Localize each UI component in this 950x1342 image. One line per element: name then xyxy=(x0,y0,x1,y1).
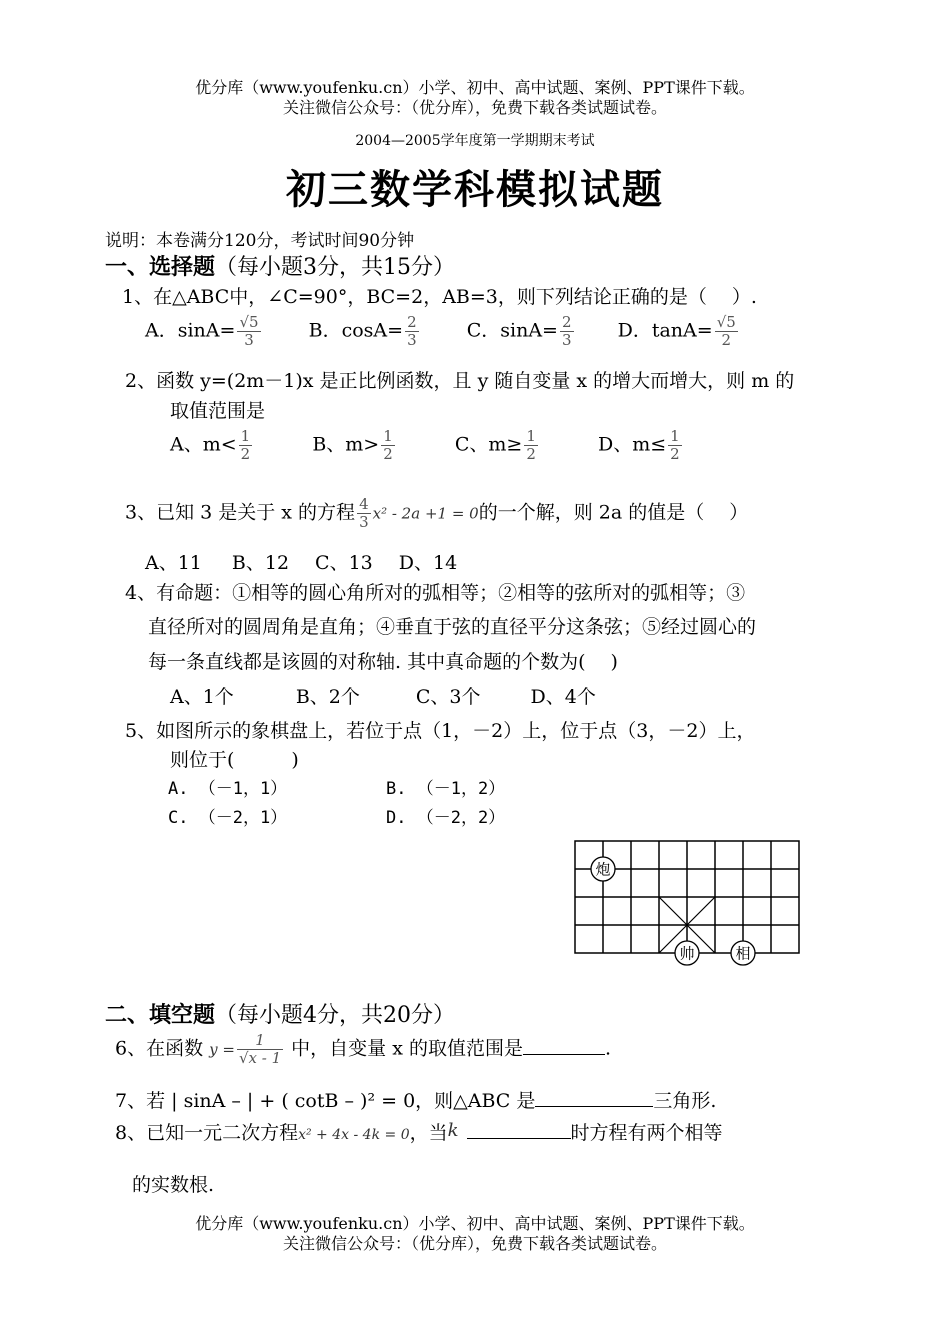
section-2-scoring: （每小题4分，共20分） xyxy=(215,1003,456,1028)
q4-option-b: B、2个 xyxy=(295,686,360,708)
q8-answer-blank[interactable] xyxy=(467,1120,571,1139)
q1-stem: 1、在△ABC中，∠C=90°，BC=2，AB=3，则下列结论正确的是（ ）. xyxy=(122,286,757,308)
q4-line-3: 每一条直线都是该圆的对称轴. 其中真命题的个数为( ) xyxy=(148,651,618,673)
q1-d-fraction: $\frac{√5}{2}$ xyxy=(716,313,736,349)
q5-option-c: C. （－2，1） xyxy=(168,808,288,828)
svg-text:相: 相 xyxy=(735,944,751,963)
section-2-heading xyxy=(105,998,455,1029)
q3-stem-text: 3、已知 3 是关于 x 的方程 xyxy=(125,501,356,524)
q3-eq-fraction: $\frac{4}{3}$ xyxy=(359,495,369,531)
q7-answer-blank[interactable] xyxy=(535,1088,653,1107)
q6-stem xyxy=(115,1032,611,1067)
header-line-2: 关注微信公众号：（优分库），免费下载各类试题试卷。 xyxy=(282,98,667,117)
chess-piece-shuai xyxy=(675,941,699,965)
section-1-title: 一、选择题 xyxy=(105,255,216,280)
q2-d-fraction: $\frac{1}{2}$ xyxy=(670,427,680,463)
q8-k: k xyxy=(447,1120,459,1141)
exam-note: 说明：本卷满分120分，考试时间90分钟 xyxy=(105,231,415,251)
q3-option-d: D、14 xyxy=(398,552,458,574)
chess-piece-pao xyxy=(591,857,615,881)
q5-line-2: 则位于( ) xyxy=(170,749,299,771)
q2-stem: 2、函数 y=(2m－1)x 是正比例函数，且 y 随自变量 x 的增大而增大，则 m 的 xyxy=(125,370,795,392)
q4-line-2: 直径所对的圆周角是直角；④垂直于弦的直径平分这条弦；⑤经过圆心的 xyxy=(148,616,757,638)
q4-line-1: 4、有命题：①相等的圆心角所对的弧相等；②相等的弦所对的弧相等；③ xyxy=(125,582,746,604)
q7-stem xyxy=(115,1086,716,1113)
q4-option-d: D、4个 xyxy=(530,686,596,708)
q3-stem-end: 的一个解，则 2a 的值是（ ） xyxy=(478,501,749,524)
q1-options xyxy=(145,314,740,349)
section-1-heading xyxy=(105,250,455,281)
q8-line-2: 的实数根. xyxy=(132,1174,215,1196)
footer-line-1: 优分库（www.youfenku.cn）小学、初中、高中试题、案例、PPT课件下载。 xyxy=(195,1214,755,1233)
q1-c-fraction: $\frac{2}{3}$ xyxy=(561,313,572,349)
section-2-title: 二、填空题 xyxy=(105,1003,216,1028)
q3-stem xyxy=(125,496,748,531)
q3-option-b: B、12 xyxy=(231,552,290,574)
header-line-1: 优分库（www.youfenku.cn）小学、初中、高中试题、案例、PPT课件下载。 xyxy=(195,78,755,97)
q1-b-fraction: $\frac{2}{3}$ xyxy=(407,313,417,349)
svg-text:炮: 炮 xyxy=(595,860,611,879)
chess-piece-xiang xyxy=(731,941,755,965)
q8-mid: ，当 xyxy=(409,1122,448,1144)
q8-end: 时方程有两个相等 xyxy=(570,1122,723,1144)
q5-option-d: D. （－2，2） xyxy=(386,808,506,828)
q5-option-a: A. （－1，1） xyxy=(168,779,288,799)
q7-end: 三角形. xyxy=(653,1090,717,1112)
q1-option-d: D．tanA= xyxy=(617,319,713,342)
svg-text:帅: 帅 xyxy=(679,944,695,963)
q2-options xyxy=(170,428,684,463)
q6-eq-lhs: y = xyxy=(209,1040,235,1059)
q5-line-1: 5、如图所示的象棋盘上，若位于点（1，－2）上，位于点（3，－2）上， xyxy=(125,720,756,742)
q3-option-c: C、13 xyxy=(315,552,373,574)
q1-option-b: B．cosA= xyxy=(308,319,404,342)
q3-equation: x² - 2a +1 = 0 xyxy=(372,504,479,523)
q6-stem-end: 中，自变量 x 的取值范围是 xyxy=(291,1037,523,1060)
q8-stem xyxy=(115,1118,723,1145)
q5-option-b: B. （－1，2） xyxy=(386,779,506,799)
q6-stem-text: 6、在函数 xyxy=(115,1037,204,1060)
q4-option-c: C、3个 xyxy=(415,686,481,708)
q1-option-a: A．sinA= xyxy=(145,319,236,342)
chessboard-figure xyxy=(570,836,805,970)
q6-answer-blank[interactable] xyxy=(523,1036,605,1055)
q2-option-d: D、m≤ xyxy=(597,433,667,456)
q2-stem-2: 取值范围是 xyxy=(170,400,266,422)
footer-line-2: 关注微信公众号：（优分库），免费下载各类试题试卷。 xyxy=(282,1234,667,1253)
q4-options xyxy=(170,682,596,709)
q2-option-c: C、m≥ xyxy=(454,433,523,456)
q1-option-c: C．sinA= xyxy=(466,319,558,342)
q2-option-b: B、m> xyxy=(312,433,380,456)
q2-c-fraction: $\frac{1}{2}$ xyxy=(526,427,536,463)
q3-option-a: A、11 xyxy=(145,552,202,574)
q8-equation: x² + 4x - 4k = 0 xyxy=(298,1127,410,1143)
q3-options xyxy=(145,548,457,575)
q6-end: . xyxy=(604,1037,612,1060)
q1-a-fraction: $\frac{√5}{3}$ xyxy=(239,313,259,349)
q2-a-fraction: $\frac{1}{2}$ xyxy=(240,427,251,463)
q6-eq-fraction: $\frac{1}{√x - 1}$ xyxy=(238,1031,282,1067)
q7-stem-text: 7、若 | sinA – | + ( cotB – )² = 0，则△ABC 是 xyxy=(115,1090,536,1112)
page-title: 初三数学科模拟试题 xyxy=(286,167,664,213)
exam-subtitle: 2004—2005学年度第一学期期末考试 xyxy=(355,133,595,149)
q4-option-a: A、1个 xyxy=(170,686,234,708)
q2-option-a: A、m< xyxy=(170,433,237,456)
section-1-scoring: （每小题3分，共15分） xyxy=(215,255,456,280)
q8-stem-text: 8、已知一元二次方程 xyxy=(115,1122,299,1144)
q2-b-fraction: $\frac{1}{2}$ xyxy=(383,427,393,463)
